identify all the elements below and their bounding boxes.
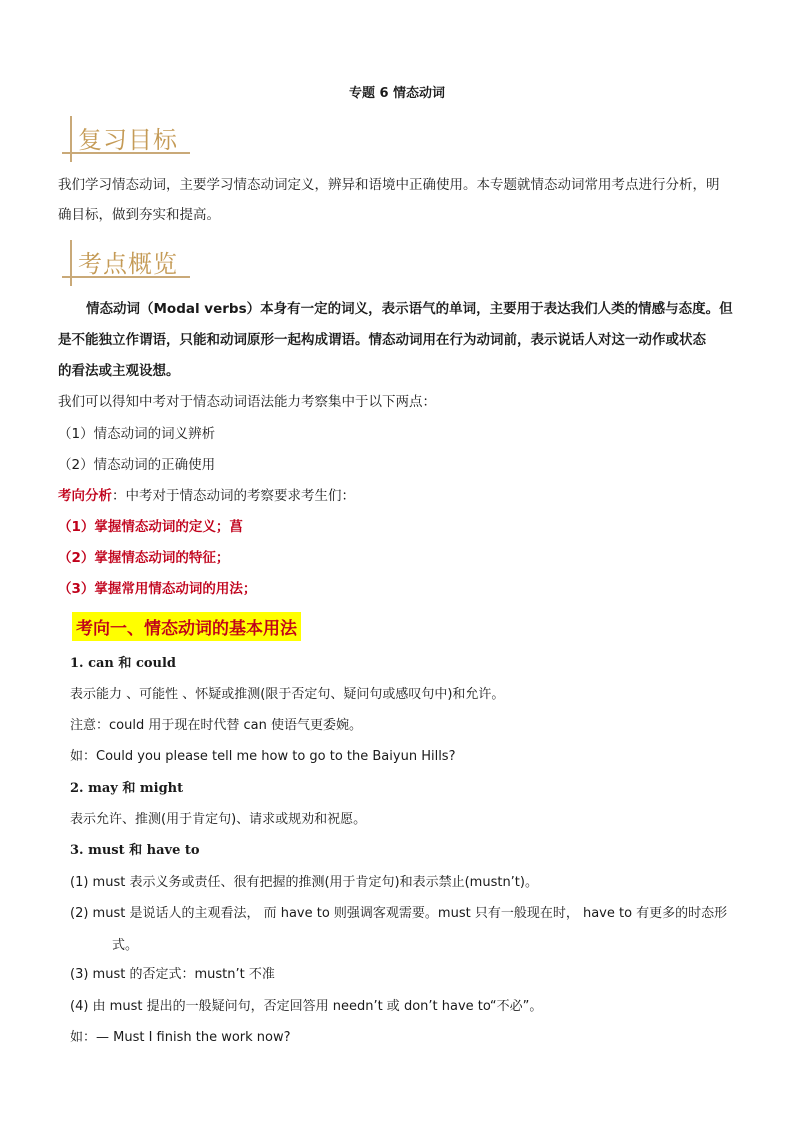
heading-decor-vertical (70, 240, 72, 286)
analysis-req-1-extra: 菖 (229, 519, 243, 535)
item-can-line-1: 表示能力 、可能性 、怀疑或推测(限于否定句、疑问句或感叹句中)和允许。 (70, 687, 505, 702)
overview-point-1: （1）情态动词的词义辨析 (58, 426, 216, 442)
item-must-line-3: (3) must 的否定式：mustn’t 不准 (70, 967, 275, 982)
overview-line-4: 我们可以得知中考对于情态动词语法能力考察集中于以下两点： (58, 394, 436, 410)
page-title: 专题 6 情态动词 (348, 86, 446, 101)
intro-line-1: 我们学习情态动词，主要学习情态动词定义，辨异和语境中正确使用。本专题就情态动词常用考点进行分析，明 (58, 177, 720, 193)
section-heading-overview (62, 240, 202, 286)
item-may-heading: 2. may 和 might (70, 781, 184, 796)
overview-line-1: 情态动词（Modal verbs）本身有一定的词义，表示语气的单词，主要用于表达我们人类的情感与态度。但 (86, 301, 733, 317)
analysis-text: ：中考对于情态动词的考察要求考生们： (112, 488, 355, 504)
intro-line-2: 确目标，做到夯实和提高。 (58, 207, 220, 223)
analysis-label: 考向分析 (58, 488, 112, 504)
overview-line-2: 是不能独立作谓语，只能和动词原形一起构成谓语。情态动词用在行为动词前，表示说话人对这一动作或状态 (58, 332, 706, 348)
analysis-req-1-text: （1）掌握情态动词的定义； (58, 519, 230, 535)
item-can-line-2: 注意：could 用于现在时代替 can 使语气更委婉。 (70, 718, 362, 733)
item-must-line-5: 如：— Must I finish the work now? (70, 1030, 291, 1045)
heading-decor-vertical (70, 116, 72, 162)
section-heading-text: 复习目标 (78, 126, 178, 154)
analysis-line (58, 481, 738, 511)
item-can-line-3: 如：Could you please tell me how to go to the Baiyun Hills? (70, 749, 456, 764)
section-heading-review-goals (62, 116, 202, 162)
item-can-heading: 1. can 和 could (70, 656, 177, 671)
section-heading-text: 考点概览 (78, 250, 178, 278)
item-must-line-4: (4) 由 must 提出的一般疑问句，否定回答用 needn’t 或 don’t have to“不必”。 (70, 999, 543, 1014)
analysis-req-1 (58, 512, 738, 542)
item-must-line-2b: 式。 (112, 938, 139, 953)
overview-line-3: 的看法或主观设想。 (58, 363, 180, 379)
analysis-req-3: （3）掌握常用情态动词的用法； (58, 581, 257, 597)
item-must-line-2a: (2) must 是说话人的主观看法， 而 have to 则强调客观需要。must 只有一般现在时， have to 有更多的时态形 (70, 906, 728, 921)
item-must-line-1: (1) must 表示义务或责任、很有把握的推测(用于肯定句)和表示禁止(mustn’t)。 (70, 875, 538, 890)
analysis-req-2: （2）掌握情态动词的特征； (58, 550, 230, 566)
direction-heading: 考向一、情态动词的基本用法 (72, 612, 301, 641)
item-must-heading: 3. must 和 have to (70, 843, 200, 858)
overview-point-2: （2）情态动词的正确使用 (58, 457, 216, 473)
item-may-line-1: 表示允许、推测(用于肯定句)、请求或规劝和祝愿。 (70, 812, 367, 827)
